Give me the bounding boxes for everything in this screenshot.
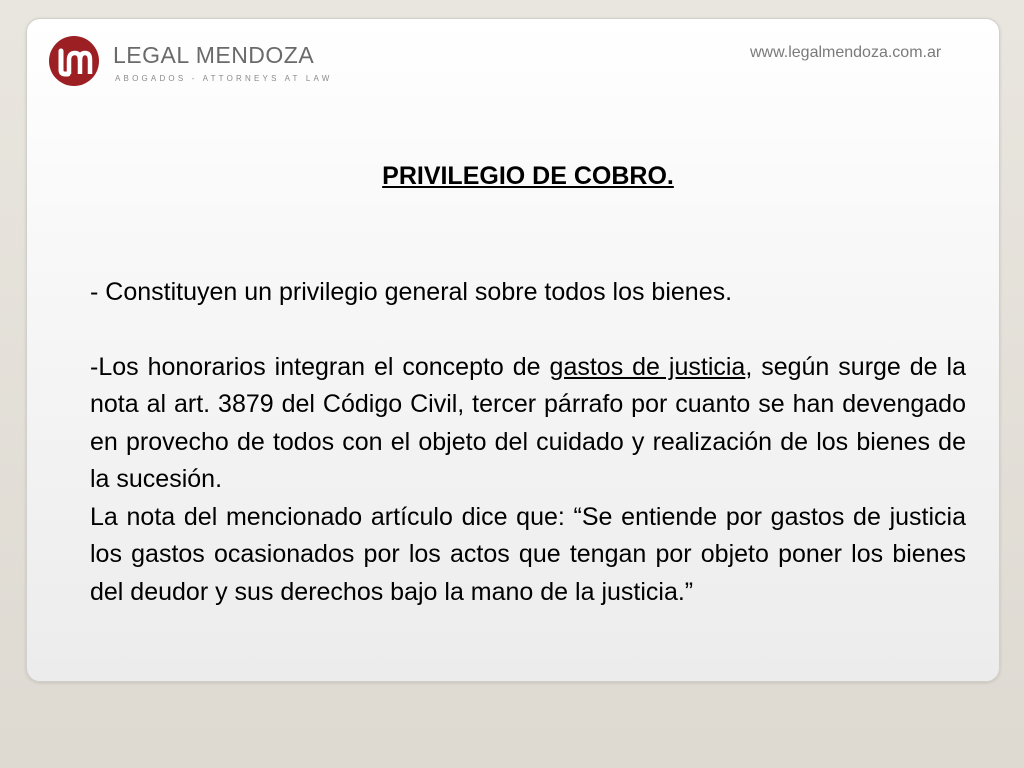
paragraph-honorarios bbox=[90, 349, 966, 499]
slide-body bbox=[90, 274, 966, 611]
slide-title: PRIVILEGIO DE COBRO. bbox=[382, 162, 674, 190]
bullet-privilegio-general: - Constituyen un privilegio general sobre todos los bienes. bbox=[90, 278, 733, 306]
logo-tagline: ABOGADOS - ATTORNEYS AT LAW bbox=[115, 74, 333, 83]
paragraph-honorarios-start: -Los honorarios integran el concepto de bbox=[90, 352, 550, 381]
paragraph-nota-articulo: La nota del mencionado artículo dice que: “Se entiende por gastos de justicia los gastos ocasionados por los actos que tengan por objeto poner los bienes del deudor y sus derechos bajo la mano de la justicia.” bbox=[90, 502, 966, 606]
logo-name: LEGAL MENDOZA bbox=[113, 42, 315, 68]
term-gastos-de-justicia: gastos de justicia bbox=[549, 352, 746, 381]
paragraph-honorarios-end: , según surge de la nota al art. 3879 del Código Civil, tercer párrafo por cuanto se han devengado en provecho de todos con el objeto del cuidado y realización de los bienes de la sucesión. bbox=[90, 352, 966, 493]
website-url: www.legalmendoza.com.ar bbox=[750, 44, 942, 61]
lm-monogram-icon bbox=[49, 36, 99, 86]
